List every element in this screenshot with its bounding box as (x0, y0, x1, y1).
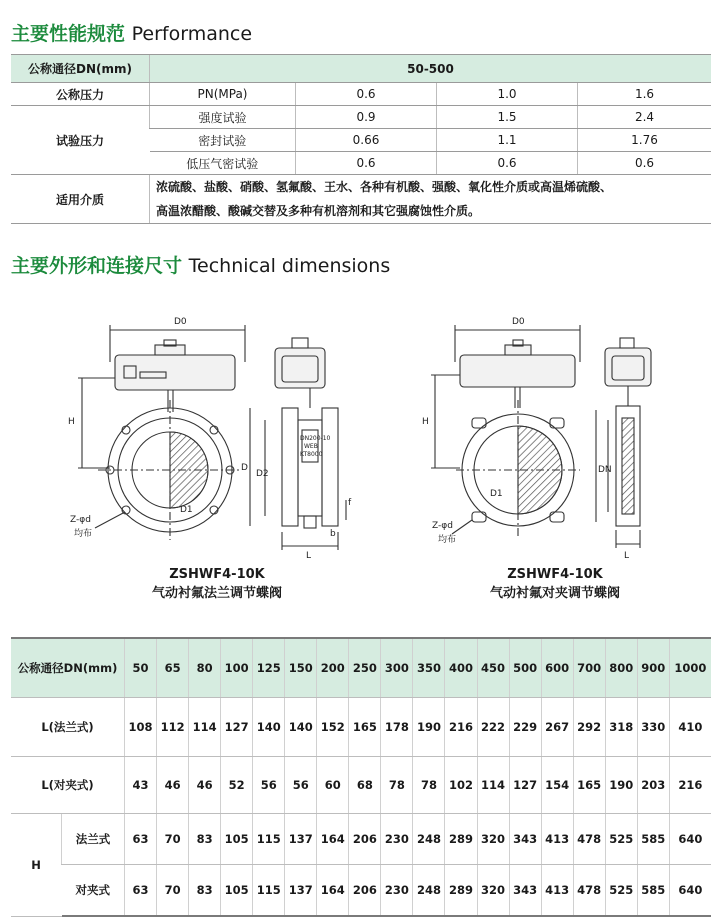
dims-l-flange-cell: 330 (637, 698, 669, 757)
dims-l-wafer-cell: 165 (573, 757, 605, 814)
dims-dn-cell: 100 (221, 638, 253, 698)
dims-dn-cell: 900 (637, 638, 669, 698)
dims-h-flange-cell: 164 (317, 814, 349, 865)
dims-dn-cell: 700 (573, 638, 605, 698)
perf-strength-label: 强度试验 (150, 106, 296, 129)
dims-l-flange-cell: 108 (125, 698, 157, 757)
dims-l-flange-label: L(法兰式) (11, 698, 125, 757)
dims-dn-cell: 800 (605, 638, 637, 698)
dims-h-flange-cell: 206 (349, 814, 381, 865)
perf-media-line2: 高温浓醋酸、酸碱交替及多种有机溶剂和其它强腐蚀性介质。 (156, 204, 481, 218)
dims-h-flange-cell: 343 (509, 814, 541, 865)
perf-dn-label: 公称通径DN(mm) (11, 55, 150, 83)
dims-l-flange-cell: 140 (253, 698, 285, 757)
perf-media-label: 适用介质 (11, 175, 150, 224)
dims-h-flange-cell: 105 (221, 814, 253, 865)
perf-pressure-label: 公称压力 (11, 83, 150, 106)
perf-seal-value: 1.76 (578, 129, 712, 152)
caption-wafer-valve (455, 567, 655, 601)
dims-l-flange-cell: 229 (509, 698, 541, 757)
wafer-valve-side-view (596, 338, 651, 548)
dims-h-wafer-cell: 63 (125, 865, 157, 917)
performance-heading (11, 19, 252, 46)
dims-dn-cell: 250 (349, 638, 381, 698)
perf-strength-value: 1.5 (437, 106, 578, 129)
label-zphi-right: Z-φd (432, 521, 453, 531)
dims-l-flange-cell: 178 (381, 698, 413, 757)
perf-seal-value: 0.66 (296, 129, 437, 152)
dims-h-wafer-cell: 206 (349, 865, 381, 917)
dims-row-h-flange (11, 814, 711, 865)
dims-h-flange-cell: 230 (381, 814, 413, 865)
label-zphi-left: Z-φd (70, 515, 91, 525)
label-f-left: f (348, 498, 352, 508)
label-d1-left: D1 (180, 505, 193, 515)
dims-dn-cell: 200 (317, 638, 349, 698)
dims-dn-cell: 400 (445, 638, 477, 698)
perf-row-pressure (11, 83, 711, 106)
valve-drawings (60, 300, 680, 610)
dimensions-table (11, 637, 711, 917)
dims-h-wafer-cell: 320 (477, 865, 509, 917)
perf-pn-value: 0.6 (296, 83, 437, 106)
label-b-left: b (330, 529, 336, 539)
dims-h-wafer-cell: 585 (637, 865, 669, 917)
dims-l-wafer-cell: 68 (349, 757, 381, 814)
dims-l-wafer-cell: 46 (157, 757, 189, 814)
dims-dn-cell: 80 (189, 638, 221, 698)
dims-l-wafer-cell: 78 (381, 757, 413, 814)
dims-h-wafer-cell: 640 (669, 865, 711, 917)
caption-flange-valve (117, 567, 317, 601)
label-d0-left: D0 (174, 317, 187, 327)
dims-l-flange-cell: 152 (317, 698, 349, 757)
dims-l-flange-cell: 267 (541, 698, 573, 757)
dims-dn-cell: 500 (509, 638, 541, 698)
dims-l-wafer-cell: 190 (605, 757, 637, 814)
nameplate-line2: WEB (304, 443, 318, 450)
dims-l-wafer-cell: 127 (509, 757, 541, 814)
technical-heading (11, 251, 390, 278)
perf-dn-value: 50-500 (150, 55, 712, 83)
perf-lowgas-value: 0.6 (296, 152, 437, 175)
dims-l-flange-cell: 140 (285, 698, 317, 757)
caption-model-left: ZSHWF4-10K (169, 567, 265, 582)
dims-h-flange-cell: 320 (477, 814, 509, 865)
dims-l-flange-cell: 216 (445, 698, 477, 757)
dims-h-wafer-cell: 70 (157, 865, 189, 917)
perf-pn-value: 1.0 (437, 83, 578, 106)
dims-l-wafer-cell: 154 (541, 757, 573, 814)
dims-h-flange-cell: 585 (637, 814, 669, 865)
dims-h-flange-label: 法兰式 (62, 814, 125, 865)
technical-title-en: Technical dimensions (188, 255, 391, 277)
performance-title-cn: 主要性能规范 (11, 23, 126, 45)
dims-h-wafer-cell: 343 (509, 865, 541, 917)
dims-l-flange-cell: 190 (413, 698, 445, 757)
dims-l-wafer-cell: 60 (317, 757, 349, 814)
dims-h-wafer-cell: 105 (221, 865, 253, 917)
flange-valve-side-view (250, 338, 346, 550)
label-dn-right: DN (598, 465, 612, 475)
label-uniform-right: 均布 (438, 535, 457, 545)
dims-l-flange-cell: 292 (573, 698, 605, 757)
nameplate-line3: KT8000 (300, 451, 323, 458)
dims-h-flange-cell: 63 (125, 814, 157, 865)
label-d2-left: D2 (256, 469, 269, 479)
dims-l-wafer-cell: 43 (125, 757, 157, 814)
perf-pn-value: 1.6 (578, 83, 712, 106)
perf-row-media (11, 175, 711, 224)
dims-h-flange-cell: 83 (189, 814, 221, 865)
dims-dn-cell: 50 (125, 638, 157, 698)
dims-h-wafer-label: 对夹式 (62, 865, 125, 917)
dims-l-wafer-cell: 114 (477, 757, 509, 814)
dims-h-flange-cell: 248 (413, 814, 445, 865)
label-d1-right: D1 (490, 489, 503, 499)
dims-l-wafer-cell: 102 (445, 757, 477, 814)
perf-pn-label: PN(MPa) (150, 83, 296, 106)
perf-media-text (150, 175, 712, 224)
dims-l-flange-cell: 114 (189, 698, 221, 757)
label-l-left: L (306, 551, 312, 561)
nameplate-line1: DN200-10 (300, 435, 331, 442)
flange-valve-front-view (78, 325, 245, 540)
dims-dn-cell: 600 (541, 638, 573, 698)
dims-l-flange-cell: 127 (221, 698, 253, 757)
dims-h-flange-cell: 478 (573, 814, 605, 865)
perf-media-line1: 浓硫酸、盐酸、硝酸、氢氟酸、王水、各种有机酸、强酸、氧化性介质或高温烯硫酸、 (156, 180, 613, 194)
dims-h-wafer-cell: 83 (189, 865, 221, 917)
dims-row-h-wafer (11, 865, 711, 917)
dims-h-flange-cell: 525 (605, 814, 637, 865)
dims-l-wafer-cell: 78 (413, 757, 445, 814)
dims-dn-cell: 150 (285, 638, 317, 698)
dims-h-wafer-cell: 115 (253, 865, 285, 917)
caption-model-right: ZSHWF4-10K (507, 567, 603, 582)
dims-h-flange-cell: 70 (157, 814, 189, 865)
dims-dn-cell: 350 (413, 638, 445, 698)
perf-lowgas-value: 0.6 (578, 152, 712, 175)
dims-dn-cell: 1000 (669, 638, 711, 698)
label-h-right: H (422, 417, 429, 427)
perf-strength-value: 2.4 (578, 106, 712, 129)
dims-h-wafer-cell: 137 (285, 865, 317, 917)
dims-l-wafer-cell: 52 (221, 757, 253, 814)
label-h-left: H (68, 417, 75, 427)
dims-h-flange-cell: 115 (253, 814, 285, 865)
dims-dn-label: 公称通径DN(mm) (11, 638, 125, 698)
dims-h-wafer-cell: 413 (541, 865, 573, 917)
label-d-left: D (241, 463, 248, 473)
dims-h-wafer-cell: 248 (413, 865, 445, 917)
perf-seal-label: 密封试验 (150, 129, 296, 152)
dims-h-label: H (11, 814, 62, 917)
dims-row-l-flange (11, 698, 711, 757)
dims-dn-cell: 125 (253, 638, 285, 698)
caption-name-left: 气动衬氟法兰调节蝶阀 (151, 586, 282, 601)
perf-lowgas-label: 低压气密试验 (150, 152, 296, 175)
perf-row-strength (11, 106, 711, 129)
dims-h-flange-cell: 137 (285, 814, 317, 865)
wafer-valve-front-view (431, 325, 580, 536)
performance-table (11, 54, 711, 224)
dims-dn-cell: 65 (157, 638, 189, 698)
dims-l-wafer-label: L(对夹式) (11, 757, 125, 814)
dims-l-flange-cell: 222 (477, 698, 509, 757)
dims-h-flange-cell: 413 (541, 814, 573, 865)
dims-h-wafer-cell: 164 (317, 865, 349, 917)
performance-title-en: Performance (131, 23, 253, 45)
dims-l-flange-cell: 318 (605, 698, 637, 757)
perf-seal-value: 1.1 (437, 129, 578, 152)
perf-lowgas-value: 0.6 (437, 152, 578, 175)
perf-test-label: 试验压力 (11, 106, 150, 175)
dims-l-flange-cell: 165 (349, 698, 381, 757)
dims-row-l-wafer (11, 757, 711, 814)
dims-h-wafer-cell: 289 (445, 865, 477, 917)
dims-l-wafer-cell: 46 (189, 757, 221, 814)
caption-name-right: 气动衬氟对夹调节蝶阀 (489, 586, 620, 601)
dims-l-wafer-cell: 56 (285, 757, 317, 814)
dims-l-wafer-cell: 203 (637, 757, 669, 814)
technical-title-cn: 主要外形和连接尺寸 (11, 255, 183, 277)
dims-h-wafer-cell: 525 (605, 865, 637, 917)
perf-strength-value: 0.9 (296, 106, 437, 129)
label-l-right: L (624, 551, 630, 561)
dims-h-flange-cell: 289 (445, 814, 477, 865)
label-uniform-left: 均布 (74, 529, 93, 539)
dims-h-wafer-cell: 230 (381, 865, 413, 917)
dims-h-flange-cell: 640 (669, 814, 711, 865)
label-d0-right: D0 (512, 317, 525, 327)
dims-dn-cell: 300 (381, 638, 413, 698)
dims-h-wafer-cell: 478 (573, 865, 605, 917)
dims-l-flange-cell: 112 (157, 698, 189, 757)
dims-l-wafer-cell: 216 (669, 757, 711, 814)
dims-dn-cell: 450 (477, 638, 509, 698)
dims-l-flange-cell: 410 (669, 698, 711, 757)
dims-row-dn (11, 638, 711, 698)
dims-l-wafer-cell: 56 (253, 757, 285, 814)
perf-row-dn (11, 55, 711, 83)
